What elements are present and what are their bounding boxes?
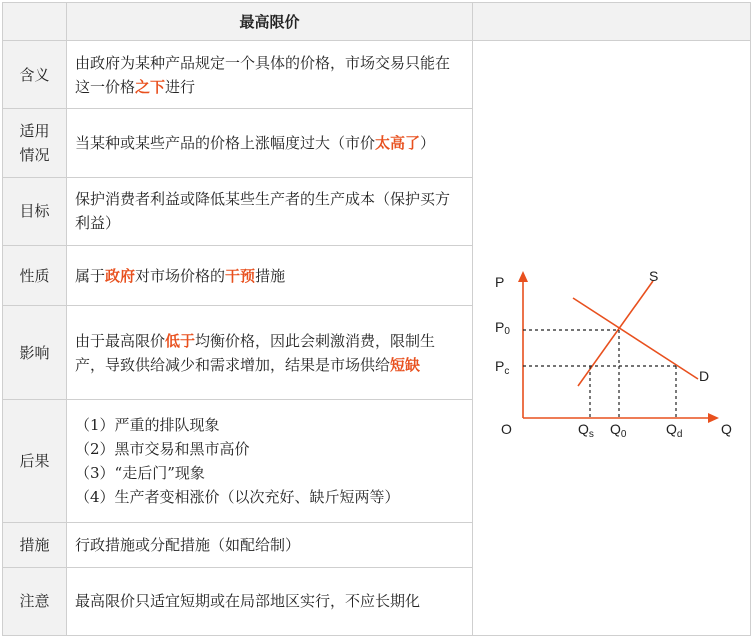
row-label-measure: 措施 <box>3 523 67 568</box>
consequence-item: （1）严重的排队现象 <box>75 416 220 435</box>
y-axis-arrow-icon <box>518 271 528 282</box>
table-title: 最高限价 <box>67 3 473 41</box>
demand-label: D <box>699 368 710 384</box>
row-label-goal: 目标 <box>3 177 67 245</box>
row-content-nature: 属于政府对市场价格的干预措施 <box>67 246 473 306</box>
row-content-goal: 保护消费者利益或降低某些生产者的生产成本（保护买方利益） <box>67 177 473 245</box>
q0-label: $Q_0$ <box>610 421 627 440</box>
consequence-item: （3）“走后门”现象 <box>75 464 205 483</box>
header-right <box>473 3 751 41</box>
row-content-meaning: 由政府为某种产品规定一个具体的价格，市场交易只能在这一价格之下进行 <box>67 41 473 109</box>
header-corner <box>3 3 67 41</box>
x-axis-arrow-icon <box>708 413 719 423</box>
supply-curve <box>578 281 653 386</box>
origin-label: O <box>501 421 512 437</box>
row-content-measure: 行政措施或分配措施（如配给制） <box>67 523 473 568</box>
row-content-impact: 由于最高限价低于均衡价格，因此会刺激消费，限制生产，导致供给减少和需求增加，结果是市场供给短缺 <box>67 305 473 399</box>
y-axis-label: P <box>495 274 505 290</box>
row-label-nature: 性质 <box>3 246 67 306</box>
row-content-note: 最高限价只适宜短期或在局部地区实行，不应长期化 <box>67 567 473 635</box>
row-label-meaning: 含义 <box>3 41 67 109</box>
consequence-item: （4）生产者变相涨价（以次充好、缺斤短两等） <box>75 488 400 507</box>
row-content-applicable: 当某种或某些产品的价格上涨幅度过大（市价太高了） <box>67 109 473 177</box>
row-label-applicable: 适用 情况 <box>3 109 67 177</box>
price-ceiling-table <box>2 2 751 636</box>
row-label-consequence: 后果 <box>3 400 67 523</box>
row-label-note: 注意 <box>3 567 67 635</box>
consequence-item: （2）黑市交易和黑市高价 <box>75 440 250 459</box>
qs-label: $Q_s$ <box>578 421 594 440</box>
supply-demand-figure <box>473 41 751 636</box>
price-ceiling-graph <box>473 41 753 635</box>
x-axis-label: Q <box>721 421 732 437</box>
row-content-consequence <box>67 400 473 523</box>
qd-label: $Q_d$ <box>666 421 683 440</box>
pc-label: $P_c$ <box>495 358 510 377</box>
row-label-impact: 影响 <box>3 305 67 399</box>
supply-label: S <box>649 268 659 284</box>
p0-label: P0 <box>495 319 510 337</box>
